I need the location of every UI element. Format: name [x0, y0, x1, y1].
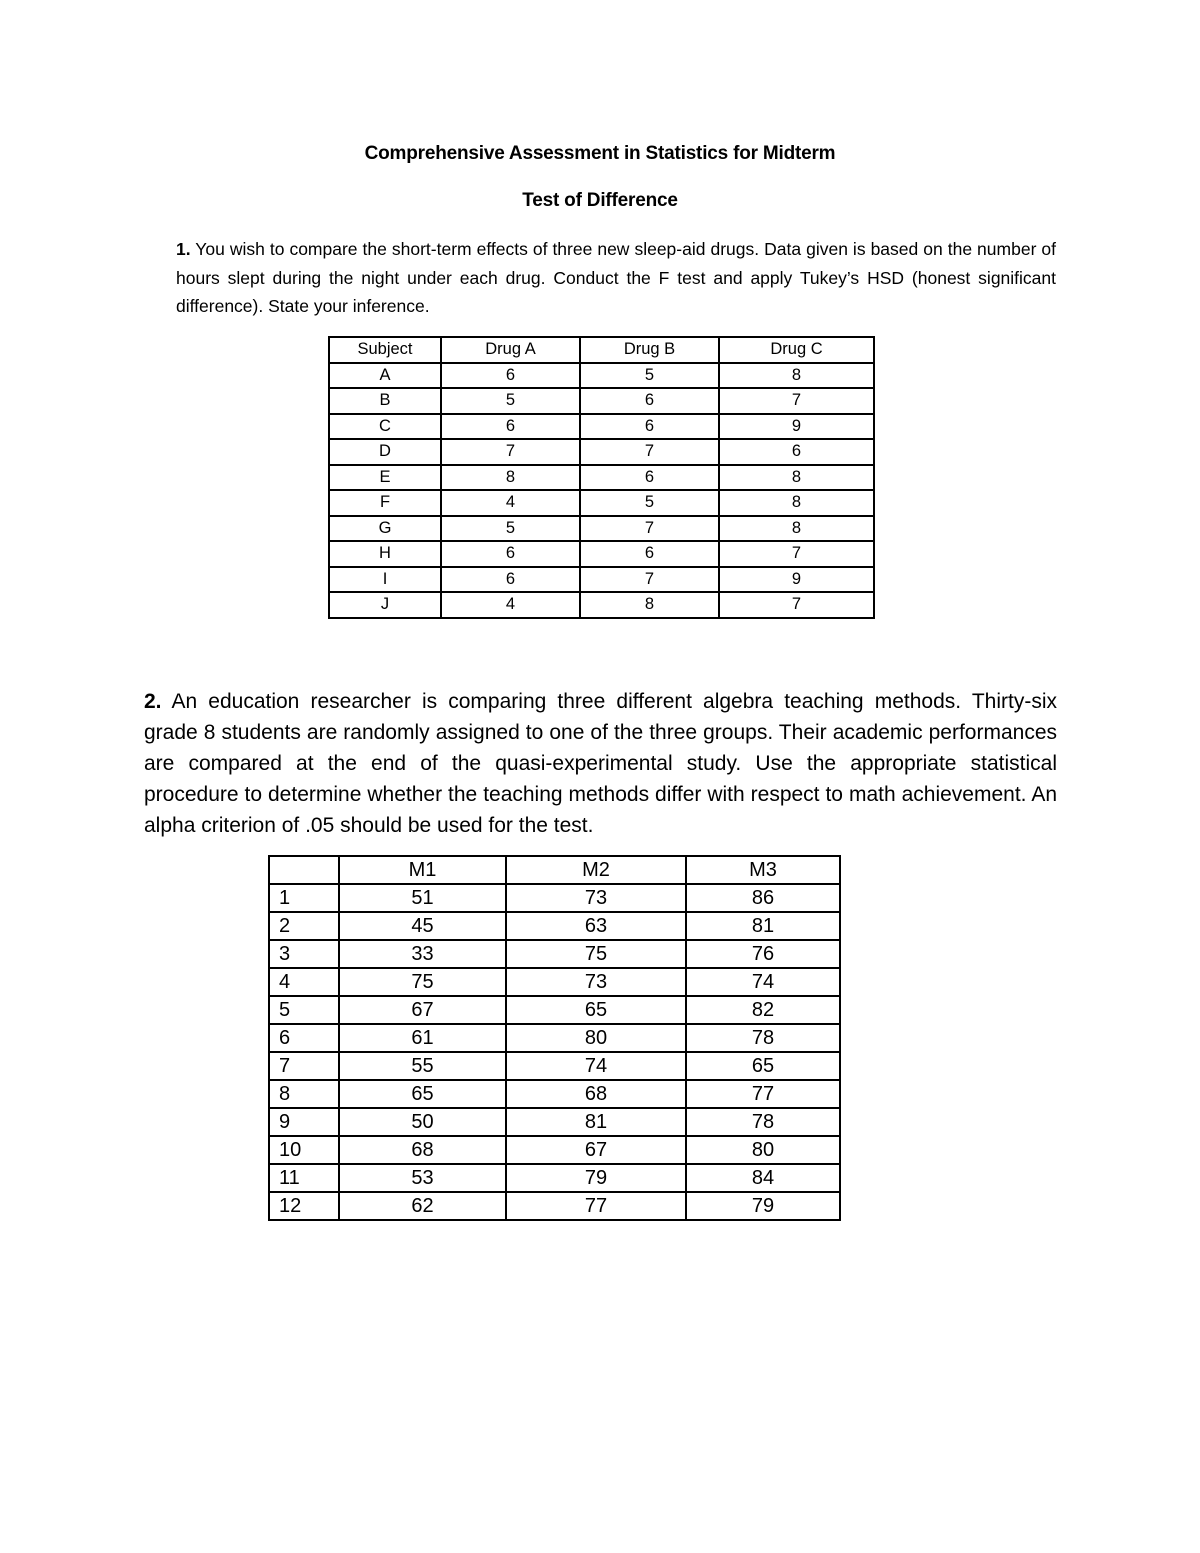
- table-cell: 8: [719, 516, 874, 542]
- question-2-text: An education researcher is comparing three different algebra teaching methods. Thirty-six grade 8 students are randomly assigned to one of the three groups. Their academic performances are compared at the end of the quasi-experimental study. Use the appropriate statistical procedure to determine whether the teaching methods differ with respect to math achievement. An alpha criterion of .05 should be used for the test.: [144, 690, 1057, 837]
- table-cell: 6: [580, 388, 719, 414]
- sleep-drug-header-cell: Drug A: [441, 337, 580, 363]
- teaching-method-table-header-row: [269, 856, 840, 884]
- table-cell: 9: [719, 414, 874, 440]
- table-row: [269, 1192, 840, 1220]
- table-cell: 50: [339, 1108, 506, 1136]
- table-cell: 77: [686, 1080, 840, 1108]
- table-cell: A: [329, 363, 441, 389]
- question-1-paragraph: [176, 235, 1056, 321]
- table-row: [269, 912, 840, 940]
- table-cell: 73: [506, 884, 686, 912]
- table-row: [329, 490, 874, 516]
- table-cell: 6: [441, 541, 580, 567]
- table-row: [329, 465, 874, 491]
- table-cell: 81: [686, 912, 840, 940]
- sleep-drug-table-header-row: [329, 337, 874, 363]
- table-cell: 8: [719, 490, 874, 516]
- table-cell: H: [329, 541, 441, 567]
- table-cell: 67: [339, 996, 506, 1024]
- table-cell: 8: [580, 592, 719, 618]
- table-cell: 7: [269, 1052, 339, 1080]
- table-cell: I: [329, 567, 441, 593]
- table-cell: G: [329, 516, 441, 542]
- table-cell: 65: [506, 996, 686, 1024]
- page-title: Comprehensive Assessment in Statistics for Midterm: [364, 143, 836, 164]
- table-row: [269, 996, 840, 1024]
- table-cell: 78: [686, 1024, 840, 1052]
- sleep-drug-header-cell: Subject: [329, 337, 441, 363]
- page-subtitle: Test of Difference: [522, 190, 678, 211]
- table-row: [269, 1080, 840, 1108]
- question-2-paragraph: [144, 686, 1057, 841]
- table-cell: B: [329, 388, 441, 414]
- table-cell: 12: [269, 1192, 339, 1220]
- table-cell: 55: [339, 1052, 506, 1080]
- table-cell: 10: [269, 1136, 339, 1164]
- table-row: [329, 516, 874, 542]
- table-cell: 5: [441, 388, 580, 414]
- table-cell: 7: [580, 439, 719, 465]
- table-row: [269, 884, 840, 912]
- teaching-method-table: [268, 855, 841, 1221]
- table-row: [269, 1024, 840, 1052]
- question-1-text: You wish to compare the short-term effects of three new sleep-aid drugs. Data given is based on the number of hours slept during the night under each drug. Conduct the F test and apply Tukey’s HSD (honest significant difference). State your inference.: [176, 239, 1056, 316]
- table-cell: 74: [506, 1052, 686, 1080]
- table-cell: 6: [580, 465, 719, 491]
- table-row: [329, 541, 874, 567]
- table-cell: 6: [269, 1024, 339, 1052]
- table-cell: 61: [339, 1024, 506, 1052]
- table-cell: 4: [269, 968, 339, 996]
- table-cell: 4: [441, 490, 580, 516]
- table-cell: F: [329, 490, 441, 516]
- table-row: [269, 1108, 840, 1136]
- table-row: [329, 592, 874, 618]
- table-cell: C: [329, 414, 441, 440]
- sleep-drug-header-cell: Drug C: [719, 337, 874, 363]
- table-cell: 76: [686, 940, 840, 968]
- table-cell: 9: [719, 567, 874, 593]
- table-cell: 5: [269, 996, 339, 1024]
- table-cell: 78: [686, 1108, 840, 1136]
- table-cell: 6: [719, 439, 874, 465]
- table-cell: J: [329, 592, 441, 618]
- table-cell: 6: [441, 363, 580, 389]
- table-cell: E: [329, 465, 441, 491]
- table-cell: 80: [686, 1136, 840, 1164]
- table-cell: 65: [339, 1080, 506, 1108]
- table-cell: 68: [506, 1080, 686, 1108]
- table-row: [269, 1136, 840, 1164]
- table-row: [329, 363, 874, 389]
- table-row: [329, 388, 874, 414]
- table-cell: 7: [719, 388, 874, 414]
- table-cell: 8: [719, 363, 874, 389]
- table-cell: 84: [686, 1164, 840, 1192]
- table-cell: 80: [506, 1024, 686, 1052]
- table-cell: D: [329, 439, 441, 465]
- question-1-number: 1.: [176, 239, 191, 259]
- table-cell: 9: [269, 1108, 339, 1136]
- table-cell: 6: [580, 414, 719, 440]
- table-cell: 67: [506, 1136, 686, 1164]
- table-cell: 8: [441, 465, 580, 491]
- table-cell: 75: [339, 968, 506, 996]
- table-cell: 1: [269, 884, 339, 912]
- table-cell: 7: [441, 439, 580, 465]
- table-cell: 6: [441, 567, 580, 593]
- table-cell: 3: [269, 940, 339, 968]
- table-cell: 62: [339, 1192, 506, 1220]
- table-row: [329, 567, 874, 593]
- table-cell: 79: [686, 1192, 840, 1220]
- table-cell: 81: [506, 1108, 686, 1136]
- teaching-method-header-cell: [269, 856, 339, 884]
- table-cell: 5: [580, 363, 719, 389]
- table-row: [329, 439, 874, 465]
- table-cell: 11: [269, 1164, 339, 1192]
- table-cell: 5: [580, 490, 719, 516]
- table-cell: 63: [506, 912, 686, 940]
- table-cell: 7: [719, 541, 874, 567]
- table-row: [269, 968, 840, 996]
- table-row: [269, 940, 840, 968]
- table-cell: 51: [339, 884, 506, 912]
- teaching-method-header-cell: M1: [339, 856, 506, 884]
- table-cell: 33: [339, 940, 506, 968]
- table-cell: 74: [686, 968, 840, 996]
- table-cell: 8: [719, 465, 874, 491]
- table-cell: 6: [441, 414, 580, 440]
- table-cell: 82: [686, 996, 840, 1024]
- table-cell: 7: [719, 592, 874, 618]
- table-cell: 5: [441, 516, 580, 542]
- teaching-method-header-cell: M3: [686, 856, 840, 884]
- table-cell: 53: [339, 1164, 506, 1192]
- table-cell: 6: [580, 541, 719, 567]
- table-cell: 75: [506, 940, 686, 968]
- teaching-method-header-cell: M2: [506, 856, 686, 884]
- table-cell: 79: [506, 1164, 686, 1192]
- sleep-drug-header-cell: Drug B: [580, 337, 719, 363]
- table-cell: 65: [686, 1052, 840, 1080]
- sleep-drug-table: [328, 336, 875, 619]
- table-cell: 77: [506, 1192, 686, 1220]
- table-row: [269, 1164, 840, 1192]
- table-cell: 68: [339, 1136, 506, 1164]
- table-cell: 7: [580, 567, 719, 593]
- table-row: [329, 414, 874, 440]
- table-cell: 73: [506, 968, 686, 996]
- table-cell: 4: [441, 592, 580, 618]
- table-cell: 7: [580, 516, 719, 542]
- table-cell: 2: [269, 912, 339, 940]
- table-cell: 8: [269, 1080, 339, 1108]
- table-cell: 86: [686, 884, 840, 912]
- table-row: [269, 1052, 840, 1080]
- table-cell: 45: [339, 912, 506, 940]
- question-2-number: 2.: [144, 690, 162, 713]
